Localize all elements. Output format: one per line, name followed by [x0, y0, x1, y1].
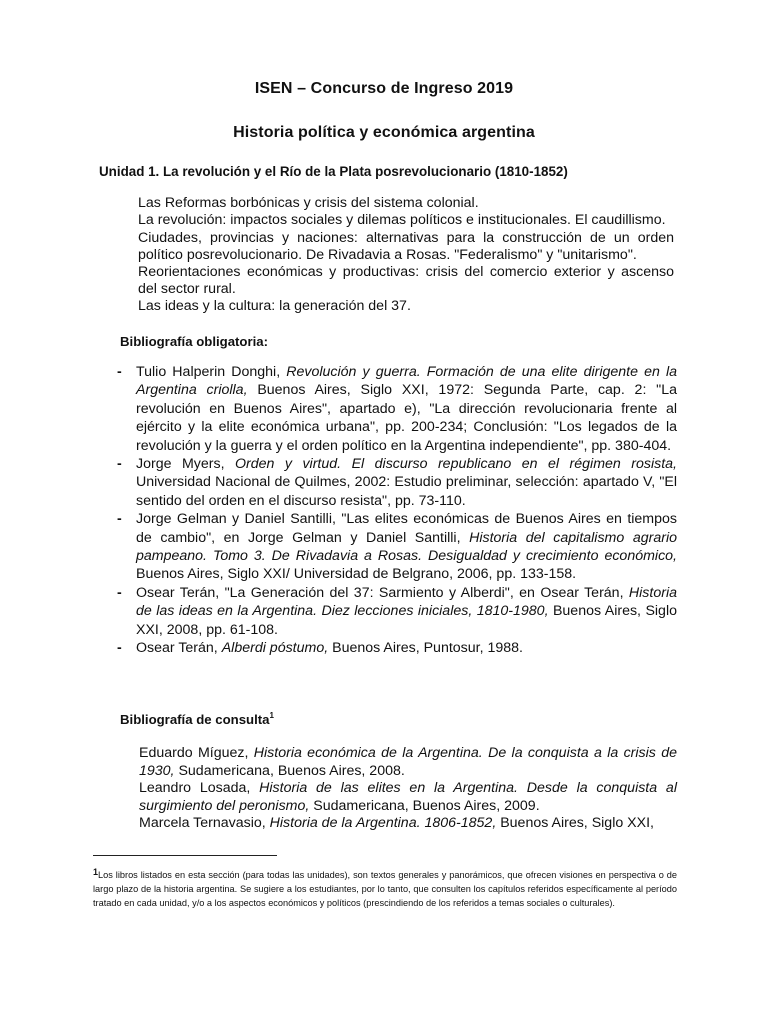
- consultation-bibliography-list: [139, 745, 677, 833]
- bibliography-item: [139, 745, 677, 780]
- item-details: Buenos Aires, Siglo XXI, 1972: Segunda Parte, cap. 2: "La revolución en Buenos Aires", apartado e), "La dirección revolucionaria frente al ejército y la elite económica urbana", pp. 200-234; Conclusión: "Los legados de la revolución y la guerra y el orden político en la Argentina independiente", pp. 380-404.: [136, 382, 677, 454]
- item-author: Jorge Gelman y Daniel Santilli, "Las elites económicas de Buenos Aires en tiempos de cambio", en Jorge Gelman y Daniel Santilli,: [136, 511, 677, 546]
- bibliography-item: [117, 510, 677, 584]
- consultation-bibliography-heading: Bibliografía de consulta$^1$: [120, 711, 274, 727]
- topic-paragraph: Reorientaciones económicas y productivas: crisis del comercio exterior y ascenso del sector rural.: [138, 264, 674, 298]
- item-details: Universidad Nacional de Quilmes, 2002: Estudio preliminar, selección: apartado V, "El sentido del orden en el discurso resista", pp. 73-110.: [136, 474, 677, 509]
- item-title: Historia del capitalismo agrario pampeano. Tomo 3. De Rivadavia a Rosas. Desigualdad y crecimiento económico,: [136, 529, 677, 565]
- item-details: Sudamericana, Buenos Aires, 2009.: [309, 797, 540, 814]
- item-details: Buenos Aires, Siglo XXI, 2008, pp. 61-108.: [136, 603, 677, 638]
- bibliography-item: [139, 815, 677, 833]
- item-title: Historia de las elites en la Argentina. Desde la conquista al surgimiento del peronismo,: [139, 780, 677, 814]
- item-author: Eduardo Míguez,: [139, 745, 254, 761]
- mandatory-bibliography-list: [117, 363, 677, 658]
- item-details: Buenos Aires, Siglo XXI/ Universidad de Belgrano, 2006, pp. 133-158.: [136, 566, 577, 583]
- bibliography-item: [139, 780, 677, 815]
- item-author: Jorge Myers,: [136, 456, 235, 473]
- document-title: ISEN – Concurso de Ingreso 2019: [254, 80, 514, 97]
- bullet-marker: -: [117, 364, 122, 380]
- item-author: Tulio Halperin Donghi,: [136, 364, 287, 380]
- bibliography-item: [117, 584, 677, 639]
- mandatory-bibliography-heading: Bibliografía obligatoria:: [120, 334, 268, 349]
- item-author: Osear Terán,: [136, 640, 222, 657]
- bullet-marker: -: [117, 640, 122, 657]
- topic-paragraph: Las Reformas borbónicas y crisis del sistema colonial.: [138, 195, 479, 211]
- bullet-marker: -: [117, 584, 122, 601]
- bibliography-item: [117, 639, 677, 657]
- footnote: [93, 866, 677, 911]
- item-title: Revolución y guerra. Formación de una elite dirigente en la Argentina criolla,: [136, 364, 677, 399]
- topic-paragraph: Las ideas y la cultura: la generación del 37.: [138, 297, 411, 314]
- item-title: Historia económica de la Argentina. De la conquista a la crisis de 1930,: [139, 745, 677, 779]
- course-title: Historia política y económica argentina: [233, 124, 535, 141]
- footnote-reference[interactable]: 1: [269, 711, 274, 720]
- item-title: Orden y virtud. El discurso republicano en el régimen rosista,: [235, 456, 677, 473]
- footnote-mark: 1: [93, 867, 99, 877]
- item-details: Buenos Aires, Siglo XXI,: [496, 815, 654, 831]
- item-title: Alberdi póstumo,: [221, 640, 329, 657]
- item-author: Leandro Losada,: [139, 780, 260, 796]
- footnote-text: Los libros listados en esta sección (para todas las unidades), son textos generales y panorámicos, que ofrecen visiones en perspectiva o de largo plazo de la historia argentina. Se sugiere a los estudiantes, por lo tanto, que consulten los capítulos referidos específicamente al período tratado en cada unidad, y/o a los aspectos económicos y políticos (prescindiendo de los referidos a temas sociales o culturales).: [93, 870, 677, 908]
- topic-paragraph: Ciudades, provincias y naciones: alternativas para la construcción de un orden político posrevolucionario. De Rivadavia a Rosas. "Federalismo" y "unitarismo".: [138, 229, 674, 263]
- item-title: Historia de la Argentina. 1806-1852,: [269, 815, 497, 831]
- unit-heading: Unidad 1. La revolución y el Río de la Plata posrevolucionario (1810-1852): [99, 164, 568, 179]
- item-author: Osear Terán, "La Generación del 37: Sarmiento y Alberdi", en Osear Terán,: [136, 584, 629, 601]
- bullet-marker: -: [117, 456, 122, 473]
- item-details: Sudamericana, Buenos Aires, 2008.: [174, 762, 405, 779]
- bibliography-item: [117, 363, 677, 455]
- footnote-separator: [93, 855, 277, 856]
- item-title: Historia de las ideas en la Argentina. Diez lecciones iniciales, 1810-1980,: [136, 584, 677, 620]
- unit-topics: [138, 195, 674, 315]
- bibliography-item: [117, 455, 677, 510]
- item-details: Buenos Aires, Puntosur, 1988.: [328, 640, 523, 657]
- topic-paragraph: La revolución: impactos sociales y dilemas políticos e institucionales. El caudillismo.: [138, 212, 666, 229]
- item-author: Marcela Ternavasio,: [139, 815, 270, 831]
- bullet-marker: -: [117, 511, 122, 528]
